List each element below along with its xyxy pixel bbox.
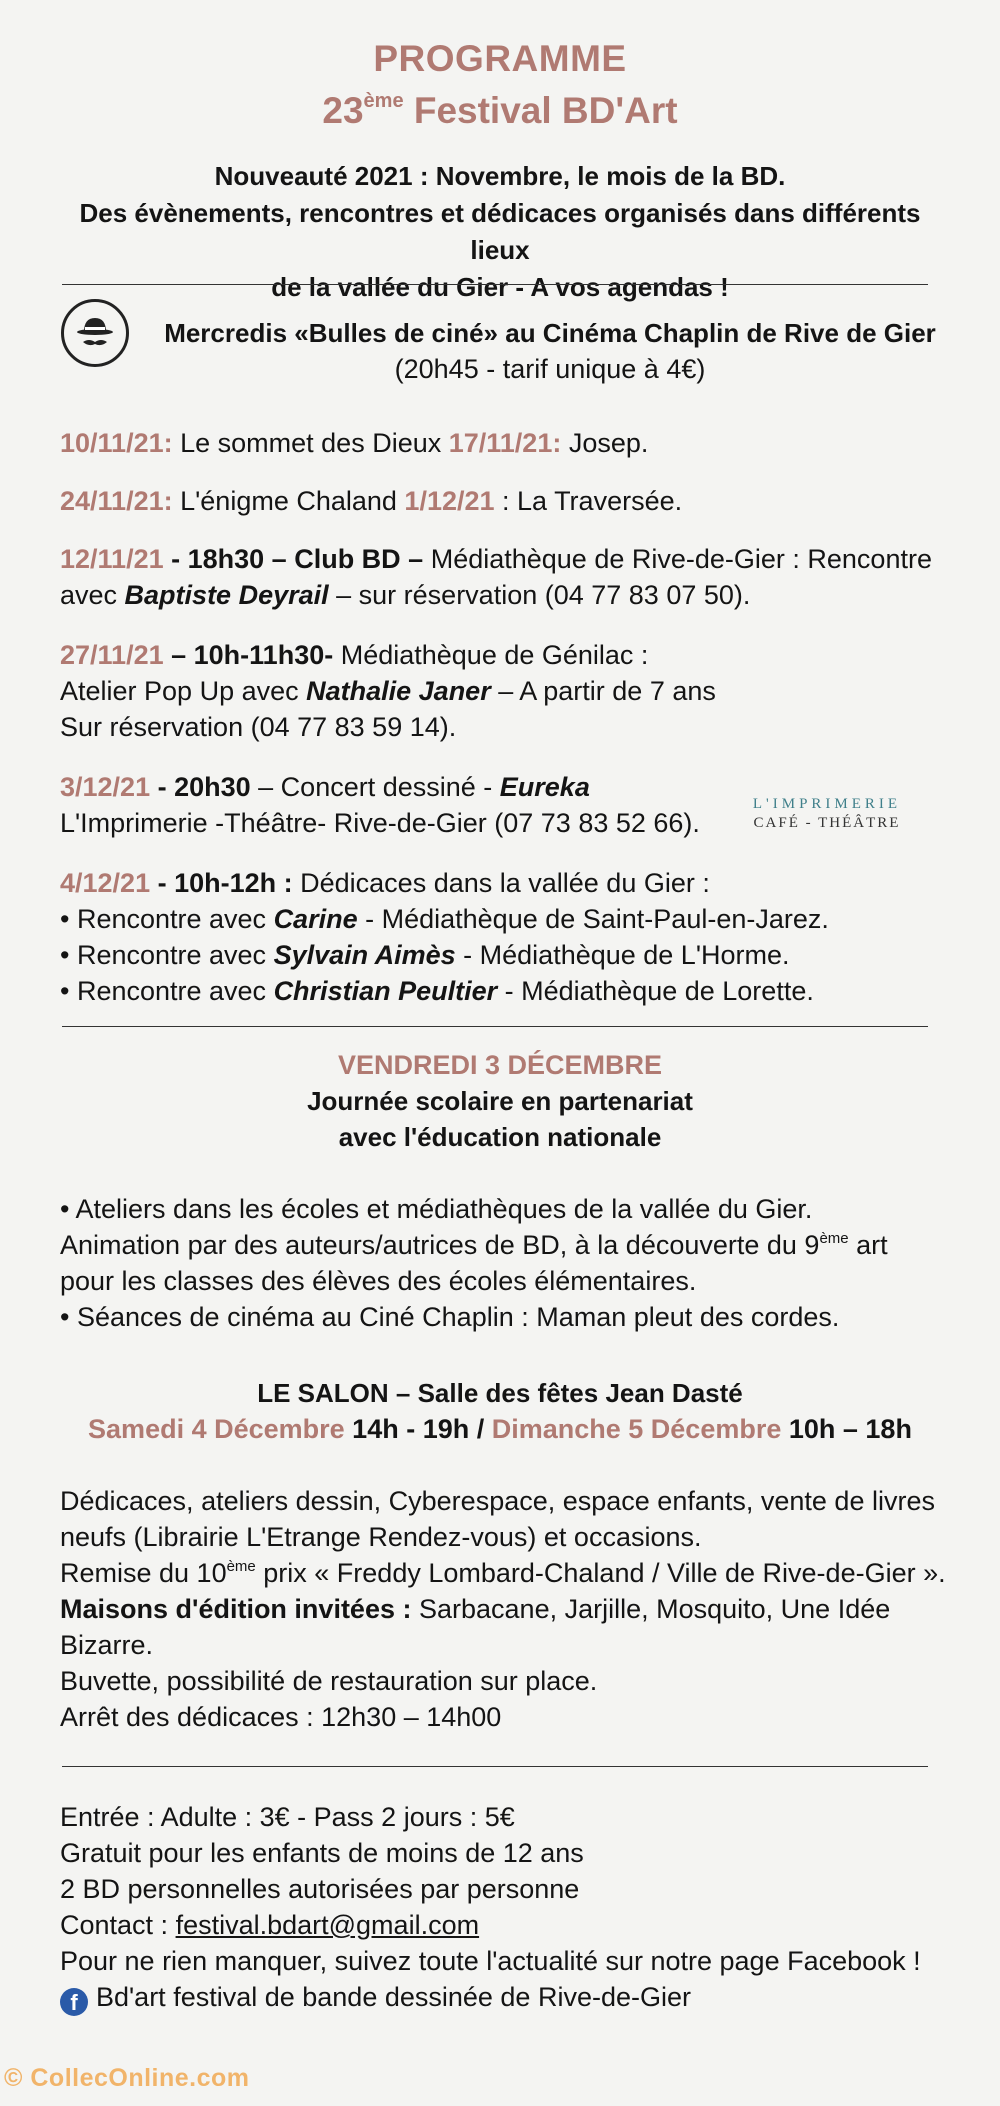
salon-line: Bizarre.	[60, 1630, 154, 1660]
divider	[62, 1766, 928, 1767]
cinema-title: Mercredis «Bulles de ciné» au Cinéma Chaplin de Rive de Gier	[164, 318, 936, 348]
cinema-row: 24/11/21: L'énigme Chaland 1/12/21 : La Traversée.	[60, 486, 683, 516]
event-pop-up-line2: Atelier Pop Up avec Nathalie Janer – A partir de 7 ans	[60, 676, 716, 706]
salon-heading: LE SALON – Salle des fêtes Jean Dasté	[257, 1378, 743, 1408]
vendredi-subtitle-2: avec l'éducation nationale	[338, 1122, 662, 1152]
vendredi-line: pour les classes des élèves des écoles élémentaires.	[60, 1266, 697, 1296]
festival-title: 23ème Festival BD'Art	[322, 90, 678, 131]
event-club-bd-line2: avec Baptiste Deyrail – sur réservation (04 77 83 07 50).	[60, 580, 751, 610]
salon-line: Maisons d'édition invitées : Sarbacane, Jarjille, Mosquito, Une Idée	[60, 1594, 891, 1624]
list-item: • Rencontre avec Sylvain Aimès - Médiathèque de L'Horme.	[60, 940, 790, 970]
event-concert-line2: L'Imprimerie -Théâtre- Rive-de-Gier (07 73 83 52 66).	[60, 808, 700, 838]
footer-line: Pour ne rien manquer, suivez toute l'actualité sur notre page Facebook !	[60, 1946, 921, 1976]
event-pop-up: 27/11/21 – 10h-11h30- Médiathèque de Génilac :	[60, 640, 649, 670]
footer-line: Entrée : Adulte : 3€ - Pass 2 jours : 5€	[60, 1802, 515, 1832]
facebook-icon[interactable]: f	[60, 1988, 88, 2016]
cinema-row: 10/11/21: Le sommet des Dieux 17/11/21: Josep.	[60, 428, 649, 458]
vendredi-line: • Ateliers dans les écoles et médiathèques de la vallée du Gier.	[60, 1194, 813, 1224]
footer-line: 2 BD personnelles autorisées par personne	[60, 1874, 580, 1904]
salon-line: Arrêt des dédicaces : 12h30 – 14h00	[60, 1702, 502, 1732]
page-title: PROGRAMME	[373, 38, 627, 79]
footer-line: Gratuit pour les enfants de moins de 12 ans	[60, 1838, 584, 1868]
bowler-hat-mustache-icon	[61, 299, 129, 367]
salon-dates: Samedi 4 Décembre 14h - 19h / Dimanche 5 Décembre 10h – 18h	[88, 1414, 912, 1444]
event-pop-up-line3: Sur réservation (04 77 83 59 14).	[60, 712, 457, 742]
cinema-subtitle: (20h45 - tarif unique à 4€)	[394, 354, 706, 384]
facebook-line: f Bd'art festival de bande dessinée de Rive-de-Gier	[60, 1982, 691, 2016]
watermark: © ColleсOnline.com	[4, 2064, 250, 2092]
vendredi-line: Animation par des auteurs/autrices de BD, à la découverte du 9ème art	[60, 1230, 888, 1260]
vendredi-subtitle-1: Journée scolaire en partenariat	[307, 1086, 693, 1116]
event-concert: 3/12/21 - 20h30 – Concert dessiné - Eureka	[60, 772, 590, 802]
email-link[interactable]: festival.bdart@gmail.com	[175, 1910, 480, 1940]
vendredi-heading: VENDREDI 3 DÉCEMBRE	[337, 1050, 663, 1080]
divider	[62, 1026, 928, 1027]
contact-line: Contact : festival.bdart@gmail.com	[60, 1910, 480, 1940]
salon-line: Remise du 10ème prix « Freddy Lombard-Chaland / Ville de Rive-de-Gier ».	[60, 1558, 946, 1588]
list-item: • Rencontre avec Christian Peultier - Médiathèque de Lorette.	[60, 976, 814, 1006]
divider	[62, 284, 928, 285]
imprimerie-logo: L'IMPRIMERIE CAFÉ - THÉÂTRE	[752, 796, 902, 831]
event-club-bd: 12/11/21 - 18h30 – Club BD – Médiathèque de Rive-de-Gier : Rencontre	[60, 544, 932, 574]
vendredi-line: • Séances de cinéma au Ciné Chaplin : Maman pleut des cordes.	[60, 1302, 840, 1332]
intro-text: Nouveauté 2021 : Novembre, le mois de la BD. Des évènements, rencontres et dédicaces organisés dans différents lieux de la vallée du Gier - A vos agendas !	[79, 161, 921, 302]
event-dedicaces: 4/12/21 - 10h-12h : Dédicaces dans la vallée du Gier :	[60, 868, 710, 898]
salon-line: neufs (Librairie L'Etrange Rendez-vous) et occasions.	[60, 1522, 702, 1552]
salon-line: Dédicaces, ateliers dessin, Cyberespace, espace enfants, vente de livres	[60, 1486, 935, 1516]
salon-line: Buvette, possibilité de restauration sur place.	[60, 1666, 598, 1696]
list-item: • Rencontre avec Carine - Médiathèque de Saint-Paul-en-Jarez.	[60, 904, 829, 934]
